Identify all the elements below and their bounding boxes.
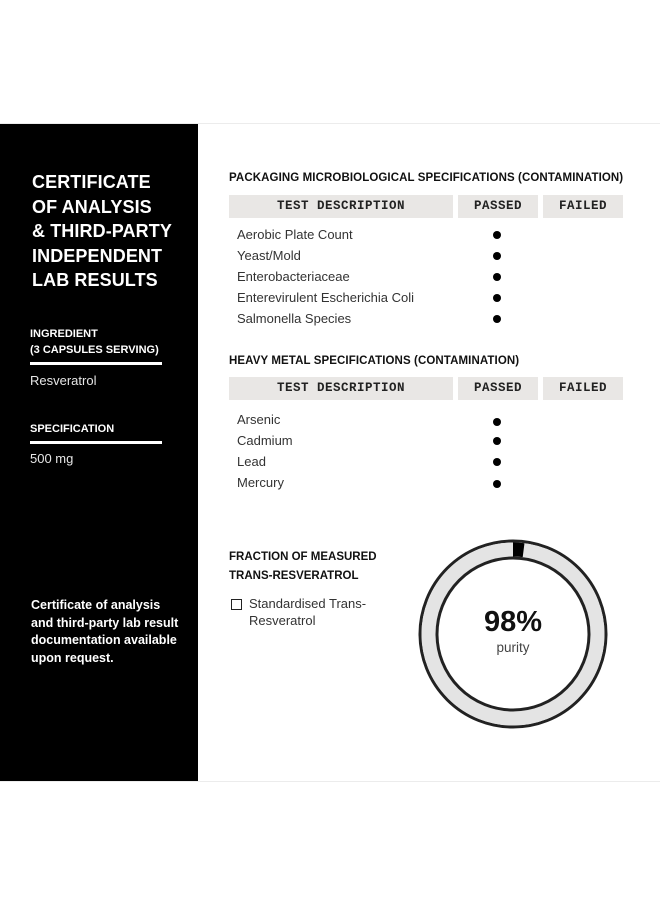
passed-dot-icon xyxy=(493,252,501,260)
passed-dot-icon xyxy=(493,480,501,488)
metal-header-passed: PASSED xyxy=(458,377,538,400)
passed-dot-icon xyxy=(493,458,501,466)
micro-header-description: TEST DESCRIPTION xyxy=(229,195,453,218)
purity-caption: purity xyxy=(496,640,530,655)
ingredient-divider xyxy=(30,362,162,365)
fraction-title: FRACTION OF MEASURED TRANS-RESVERATROL xyxy=(229,551,377,582)
micro-header-failed: FAILED xyxy=(543,195,623,218)
specification-divider xyxy=(30,441,162,444)
specification-value: 500 mg xyxy=(30,451,74,466)
passed-dot-icon xyxy=(493,294,501,302)
donut-remainder-arc xyxy=(513,550,524,551)
microbiological-title: PACKAGING MICROBIOLOGICAL SPECIFICATIONS (CONTAMINATION) xyxy=(229,172,624,184)
passed-dot-icon xyxy=(493,437,501,445)
passed-dot-icon xyxy=(493,418,501,426)
metal-header-failed: FAILED xyxy=(543,377,623,400)
metal-header-description: TEST DESCRIPTION xyxy=(229,377,453,400)
table-row-label: Aerobic Plate Count xyxy=(237,227,353,242)
purity-percent: 98% xyxy=(483,606,543,638)
legend-swatch-icon xyxy=(231,599,242,610)
availability-note: Certificate of analysis and third-party lab result documentation available upon request. xyxy=(31,598,179,665)
heavy-metal-title: HEAVY METAL SPECIFICATIONS (CONTAMINATION) xyxy=(229,355,520,367)
legend-label: Standardised Trans-Resveratrol xyxy=(249,596,367,628)
table-row-label: Enterobacteriaceae xyxy=(237,269,350,284)
table-row-label: Lead xyxy=(237,454,266,469)
ingredient-value: Resveratrol xyxy=(30,373,97,388)
micro-header-passed: PASSED xyxy=(458,195,538,218)
passed-dot-icon xyxy=(493,315,501,323)
specification-label: SPECIFICATION xyxy=(30,423,115,435)
sidebar-panel xyxy=(0,124,198,781)
passed-dot-icon xyxy=(493,231,501,239)
table-row-label: Yeast/Mold xyxy=(237,248,301,263)
passed-dot-icon xyxy=(493,273,501,281)
table-row-label: Salmonella Species xyxy=(237,311,352,326)
table-row-label: Cadmium xyxy=(237,433,293,448)
table-row-label: Arsenic xyxy=(237,412,281,427)
certificate-card xyxy=(0,123,660,782)
ingredient-label: INGREDIENT (3 CAPSULES SERVING) xyxy=(30,328,159,356)
table-row-label: Enterevirulent Escherichia Coli xyxy=(237,290,415,305)
sidebar-title: CERTIFICATE OF ANALYSIS & THIRD-PARTY INDEPENDENT LAB RESULTS xyxy=(32,172,172,291)
table-row-label: Mercury xyxy=(237,475,284,490)
